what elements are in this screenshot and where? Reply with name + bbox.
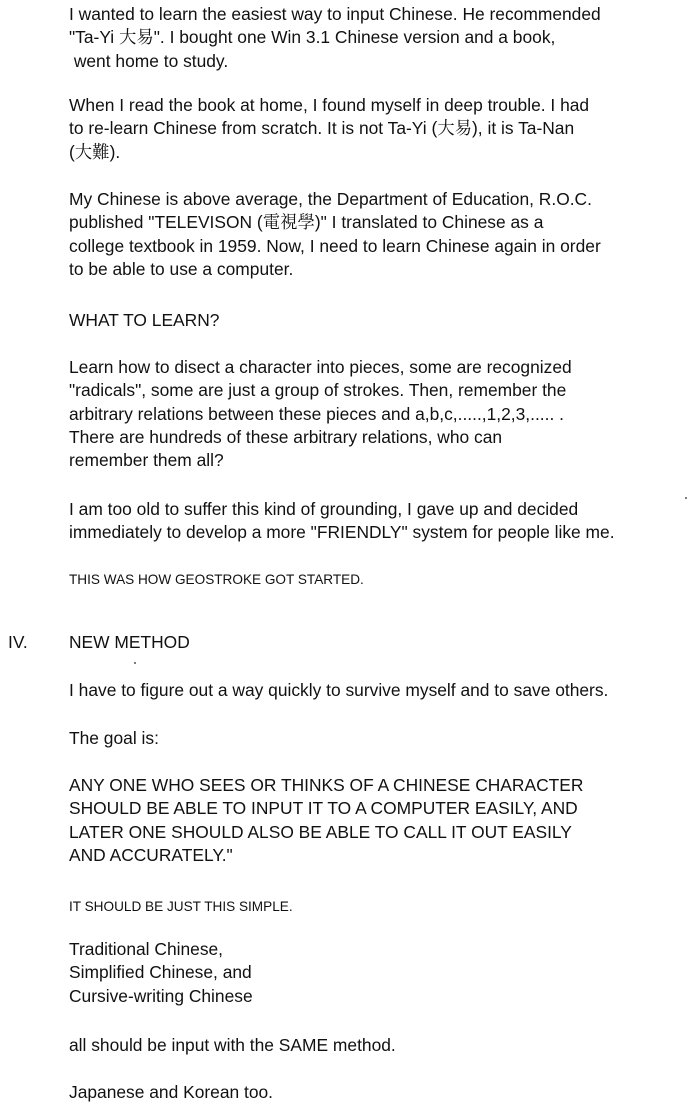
text-line: remember them all? [69, 450, 224, 471]
text-line: went home to study. [69, 50, 229, 71]
section-heading-new-method [69, 631, 693, 654]
section-numeral: IV. [8, 632, 28, 652]
paragraph-intro [69, 3, 693, 73]
text-line: I am too old to suffer this kind of grounding, I gave up and decided [69, 499, 579, 519]
text-line: college textbook in 1959. Now, I need to learn Chinese again in order [69, 235, 601, 256]
paragraph-japanese-korean [69, 1081, 693, 1104]
paragraph-goal [69, 727, 693, 750]
text-line: LATER ONE SHOULD ALSO BE ABLE TO CALL IT OUT EASILY [69, 821, 572, 842]
text-line: Simplified Chinese, and [69, 962, 252, 983]
text-line: NEW METHOD [69, 632, 190, 652]
text-line: "radicals", some are just a group of strokes. Then, remember the [69, 380, 567, 401]
paragraph-same-method [69, 1034, 693, 1057]
text-line: immediately to develop a more "FRIENDLY" system for people like me. [69, 522, 615, 543]
paragraph-simple [69, 898, 693, 916]
text-line: There are hundreds of these arbitrary relations, who can [69, 426, 503, 447]
text-line: THIS WAS HOW GEOSTROKE GOT STARTED. [69, 572, 364, 587]
scan-speck [134, 662, 136, 664]
paragraph-disect [69, 356, 693, 472]
text-line: My Chinese is above average, the Department of Education, R.O.C. [69, 189, 592, 209]
text-line: ANY ONE WHO SEES OR THINKS OF A CHINESE CHARACTER [69, 775, 584, 795]
text-line: I wanted to learn the easiest way to input Chinese. He recommended [69, 4, 601, 24]
text-line: arbitrary relations between these pieces and a,b,c,.....,1,2,3,..... . [69, 403, 564, 424]
text-line: published "TELEVISON (電視學)" I translated to Chinese as a [69, 212, 544, 233]
text-line: to be able to use a computer. [69, 258, 294, 279]
text-line: "Ta-Yi 大易". I bought one Win 3.1 Chinese version and a book, [69, 27, 556, 48]
text-line: to re-learn Chinese from scratch. It is not Ta-Yi (大易), it is Ta-Nan [69, 118, 575, 139]
text-line: Traditional Chinese, [69, 939, 224, 959]
text-line: Japanese and Korean too. [69, 1082, 274, 1102]
paragraph-background [69, 188, 693, 281]
text-line: I have to figure out a way quickly to survive myself and to save others. [69, 680, 609, 700]
text-line: The goal is: [69, 728, 159, 748]
paragraph-trouble [69, 94, 693, 164]
text-line: Learn how to disect a character into pieces, some are recognized [69, 357, 572, 377]
paragraph-scripts [69, 938, 693, 1008]
text-line: IT SHOULD BE JUST THIS SIMPLE. [69, 899, 293, 914]
text-line: SHOULD BE ABLE TO INPUT IT TO A COMPUTER EASILY, AND [69, 798, 578, 819]
paragraph-any-one [69, 774, 693, 867]
text-line: AND ACCURATELY." [69, 844, 233, 865]
text-line: When I read the book at home, I found myself in deep trouble. I had [69, 95, 590, 115]
heading-what-to-learn [69, 309, 693, 332]
paragraph-too-old [69, 498, 693, 545]
paragraph-geostroke [69, 571, 693, 589]
text-line: all should be input with the SAME method. [69, 1035, 396, 1055]
text-line: (大難). [69, 141, 121, 162]
text-line: Cursive-writing Chinese [69, 985, 253, 1006]
text-line: WHAT TO LEARN? [69, 310, 220, 330]
paragraph-survive [69, 679, 693, 702]
